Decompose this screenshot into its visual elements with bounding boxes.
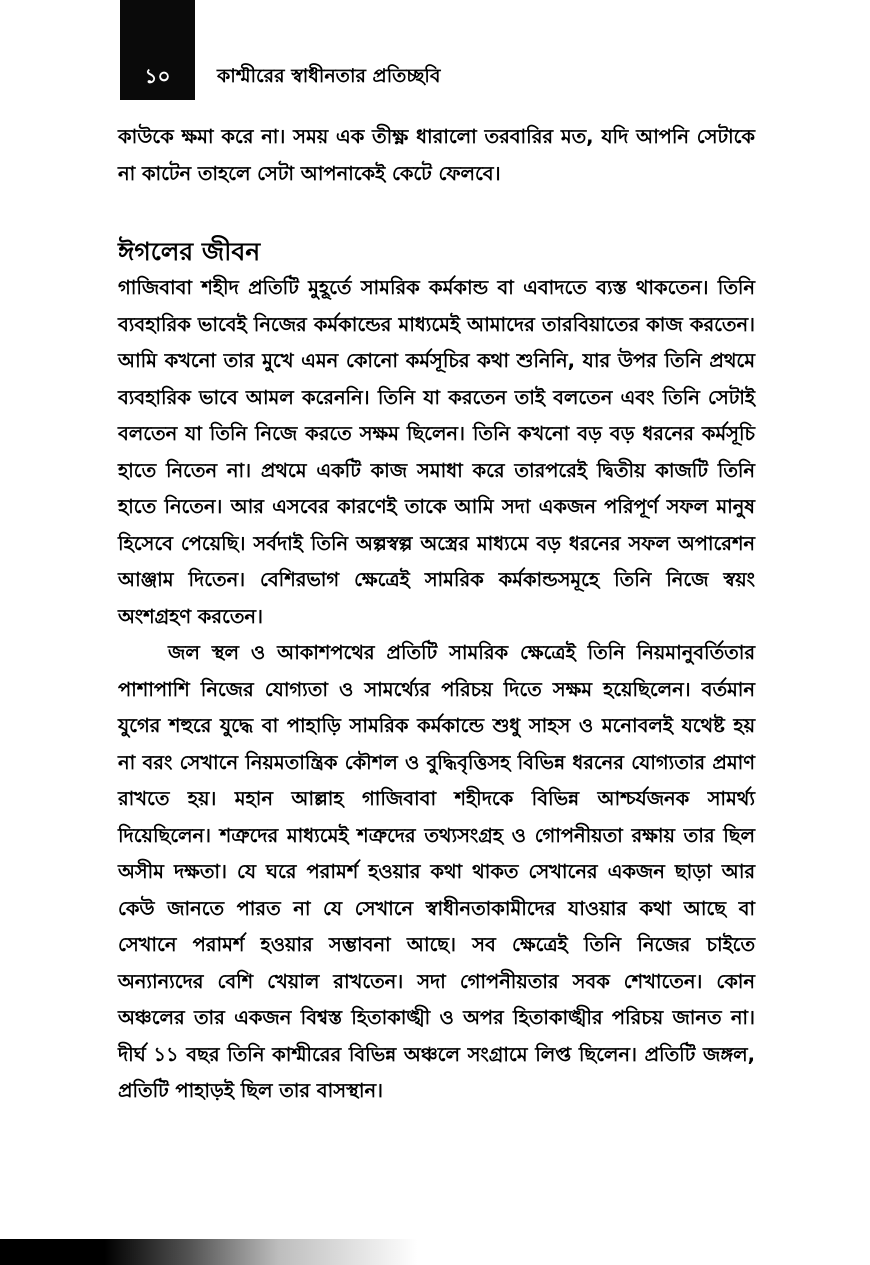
section-heading: ঈগলের জীবন	[118, 237, 261, 266]
page-number-tab	[120, 0, 195, 100]
running-title: কাশ্মীরের স্বাধীনতার প্রতিচ্ছবি	[217, 65, 441, 87]
page-number: ১০	[144, 64, 171, 88]
page-body	[118, 119, 755, 1110]
intro-paragraph: কাউকে ক্ষমা করে না। সময় এক তীক্ষ্ণ ধারালো তরবারির মত, যদি আপনি সেটাকে না কাটেন তাহলে সেটা আপনাকেই কেটে ফেলবে।	[118, 125, 755, 185]
footer-gradient-bar	[0, 1239, 870, 1265]
body-paragraph-2: জল স্থল ও আকাশপথের প্রতিটি সামরিক ক্ষেত্রেই তিনি নিয়মানুবর্তিতার পাশাপাশি নিজের যোগ্যতা ও সামর্থ্যের পরিচয় দিতে সক্ষম হয়েছিলেন। বর্তমান যুগের শহুরে যুদ্ধে বা পাহাড়ি সামরিক কর্মকান্ডে শুধু সাহস ও মনোবলই যথেষ্ট হয় না বরং সেখানে নিয়মতান্ত্রিক কৌশল ও বুদ্ধিবৃত্তিসহ বিভিন্ন ধরনের যোগ্যতার প্রমাণ রাখতে হয়। মহান আল্লাহ গাজিবাবা শহীদকে বিভিন্ন আশ্চর্যজনক সামর্থ্য দিয়েছিলেন। শত্রুদের মাধ্যমেই শত্রুদের তথ্যসংগ্রহ ও গোপনীয়তা রক্ষায় তার ছিল অসীম দক্ষতা। যে ঘরে পরামর্শ হওয়ার কথা থাকত সেখানের একজন ছাড়া আর কেউ জানতে পারত না যে সেখানে স্বাধীনতাকামীদের যাওয়ার কথা আছে বা সেখানে পরামর্শ হওয়ার সম্ভাবনা আছে। সব ক্ষেত্রেই তিনি নিজের চাইতে অন্যান্যদের বেশি খেয়াল রাখতেন। সদা গোপনীয়তার সবক শেখাতেন। কোন অঞ্চলের তার একজন বিশ্বস্ত হিতাকাঙ্খী ও অপর হিতাকাঙ্খীর পরিচয় জানত না। দীর্ঘ ১১ বছর তিনি কাশ্মীরের বিভিন্ন অঞ্চলে সংগ্রামে লিপ্ত ছিলেন। প্রতিটি জঙ্গল, প্রতিটি পাহাড়ই ছিল তার বাসস্থান।	[118, 641, 755, 1102]
body-paragraph-1: গাজিবাবা শহীদ প্রতিটি মুহূর্তে সামরিক কর্মকান্ড বা এবাদতে ব্যস্ত থাকতেন। তিনি ব্যবহারিক ভাবেই নিজের কর্মকান্ডের মাধ্যমেই আমাদের তারবিয়াতের কাজ করতেন। আমি কখনো তার মুখে এমন কোনো কর্মসূচির কথা শুনিনি, যার উপর তিনি প্রথমে ব্যবহারিক ভাবে আমল করেননি। তিনি যা করতেন তাই বলতেন এবং তিনি সেটাই বলতেন যা তিনি নিজে করতে সক্ষম ছিলেন। তিনি কখনো বড় বড় ধরনের কর্মসূচি হাতে নিতেন না। প্রথমে একটি কাজ সমাধা করে তারপরেই দ্বিতীয় কাজটি তিনি হাতে নিতেন। আর এসবের কারণেই তাকে আমি সদা একজন পরিপূর্ণ সফল মানুষ হিসেবে পেয়েছি। সর্বদাই তিনি অল্পস্বল্প অস্ত্রের মাধ্যমে বড় ধরনের সফল অপারেশন আঞ্জাম দিতেন। বেশিরভাগ ক্ষেত্রেই সামরিক কর্মকান্ডসমূহে তিনি নিজে স্বয়ং অংশগ্রহণ করতেন।	[118, 276, 755, 628]
